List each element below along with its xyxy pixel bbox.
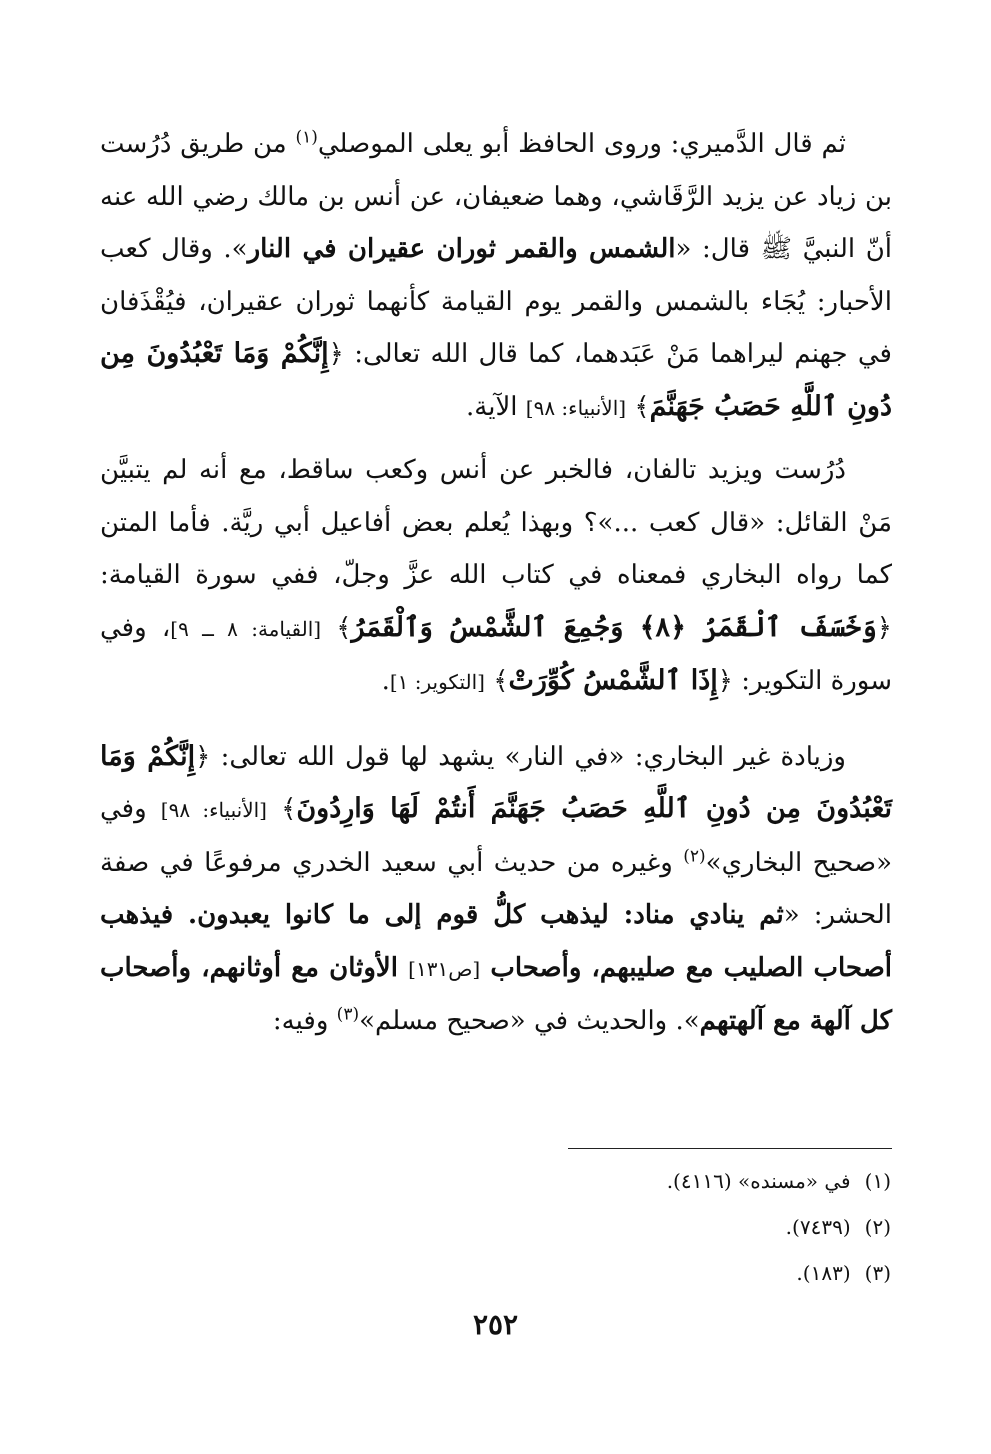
text-run: وزيادة غير البخاري: «في النار» يشهد لها قول الله تعالى: ﴿ [195, 741, 846, 772]
footnote-2-text: (٧٤٣٩). [785, 1215, 851, 1239]
quran-verse: إِذَا ٱلشَّمْسُ كُوِّرَتْ [508, 665, 718, 696]
text-run: ﴾ [321, 612, 352, 643]
bold-text-run: ثم ينادي مناد: ليذهب كلُّ قوم إلى ما كانوا يعبدون. فيذهب أصحاب الصليب مع صليبهم، وأصحاب [100, 900, 892, 983]
text-run: ﴾ [626, 391, 650, 422]
paragraph-1-body [100, 129, 892, 422]
footnote-divider [568, 1148, 892, 1149]
footnote-2 [391, 1204, 891, 1250]
paragraph-3-body [100, 742, 892, 1037]
footnote-1-number: (١) [864, 1169, 891, 1193]
quran-verse: إِنَّكُمْ وَمَا تَعْبُدُونَ مِن دُونِ ٱللَّهِ حَصَبُ جَهَنَّمَ [100, 338, 892, 422]
paragraph-2-body [100, 455, 892, 696]
footnote-1-text: في «مسنده» (٤١١٦). [666, 1169, 851, 1193]
reference-text: [ص١٣١] [408, 956, 481, 981]
text-run: وغيره من حديث أبي سعيد الخدري مرفوعًا في صفة الحشر: « [100, 847, 892, 930]
footnote-marker: (١) [295, 127, 318, 148]
text-run: ». وقال كعب الأحبار: يُجَاء بالشمس والقمر يوم القيامة كأنهما ثوران عقيران، فيُقْذَفان في جهنم ليراهما مَنْ عَبَدهما، كما قال الله تعالى: ﴿ [100, 234, 892, 369]
text-run: الآية. [466, 391, 526, 422]
text-run: دُرُست ويزيد تالفان، فالخبر عن أنس وكعب ساقط، مع أنه لم يتبيَّن مَنْ القائل: «قال كعب ...»؟ وبهذا يُعلم بعض أفاعيل أبي ريَّة. فأما المتن كما رواه البخاري فمعناه في كتاب الله عزَّ وجلّ، ففي سورة القيامة: ﴿ [100, 455, 893, 643]
text-run: . [381, 666, 390, 696]
paragraph-3 [100, 731, 892, 1048]
main-text [100, 118, 892, 1048]
page-number: ٢٥٢ [472, 1308, 519, 1341]
reference-text: [القيامة: ٨ ــ ٩] [170, 616, 322, 641]
footnote-3-text: (١٨٣). [796, 1261, 851, 1285]
paragraph-2 [100, 444, 892, 709]
paragraph-1 [100, 118, 892, 434]
bold-text-run: الشمس والقمر ثوران عقيران في النار [247, 234, 676, 264]
footnote-marker: (٣) [336, 1004, 360, 1025]
quran-verse: إِنَّكُمْ وَمَا تَعْبُدُونَ مِن دُونِ ٱللَّهِ حَصَبُ جَهَنَّمَ أَنتُمْ لَهَا وَارِدُونَ [100, 740, 892, 824]
text-run: وفي «صحيح البخاري» [100, 794, 893, 878]
text-run: ثم قال الدَّميري: وروى الحافظ أبو يعلى الموصلي [317, 129, 847, 159]
reference-text: [الأنبياء: ٩٨] [525, 395, 627, 420]
text-run: وفيه: [272, 1006, 337, 1036]
text-run: ». والحديث في «صحيح مسلم» [359, 1006, 700, 1036]
reference-text: [الأنبياء: ٩٨] [160, 798, 267, 822]
reference-text: [التكوير: ١] [389, 670, 485, 694]
footnote-1 [391, 1158, 891, 1204]
text-run: من طريق دُرُست بن زياد عن يزيد الرَّقَاشي، وهما ضعيفان، عن أنس بن مالك رضي الله عنه أنّ النبيَّ ﷺ قال: « [100, 129, 893, 264]
text-run: ﴾ [266, 794, 297, 824]
text-run: ، وفي سورة التكوير: ﴿ [100, 612, 892, 696]
footnote-2-number: (٢) [864, 1215, 891, 1239]
footnote-marker: (٢) [683, 845, 706, 866]
footnotes [391, 1158, 891, 1296]
footnote-3-number: (٣) [864, 1261, 891, 1285]
bold-text-run: الأوثان مع أوثانهم، وأصحاب كل آلهة مع آلهتهم [100, 952, 892, 1036]
text-run: ﴾ [484, 666, 509, 696]
quran-verse: وَخَسَفَ ٱلْقَمَرُ ﴿٨﴾ وَجُمِعَ ٱلشَّمْسُ وَٱلْقَمَرُ [351, 611, 877, 643]
footnote-3 [391, 1250, 891, 1296]
